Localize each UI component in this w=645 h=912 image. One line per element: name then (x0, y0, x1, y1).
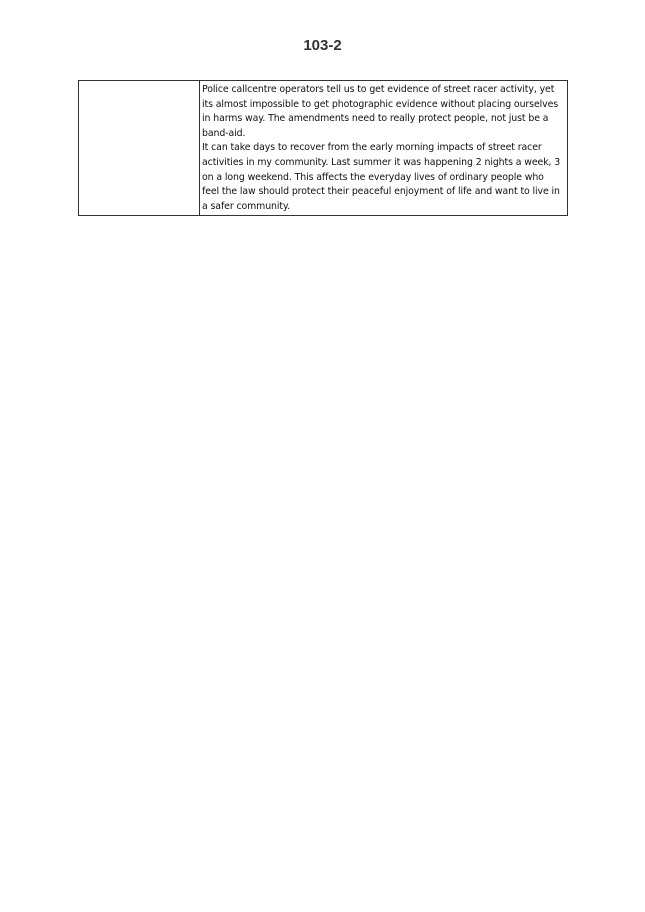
comment-paragraph-1: Police callcentre operators tell us to get evidence of street racer activity, yet its almost impossible to get photographic evidence without placing ourselves in harms way. The amendments need to really protect people, not just be a band-aid. (202, 84, 559, 139)
comment-paragraph-2: It can take days to recover from the early morning impacts of street racer activities in my community. Last summer it was happening 2 nights a week, 3 on a long weekend. This affects the everyday lives of ordinary people who feel the law should protect their peaceful enjoyment of life and want to live in a safer community. (202, 142, 561, 212)
submission-table (78, 80, 568, 216)
table-cell-comment (200, 81, 567, 215)
page-number: 103-2 (303, 37, 342, 54)
table-cell-left (79, 81, 200, 215)
